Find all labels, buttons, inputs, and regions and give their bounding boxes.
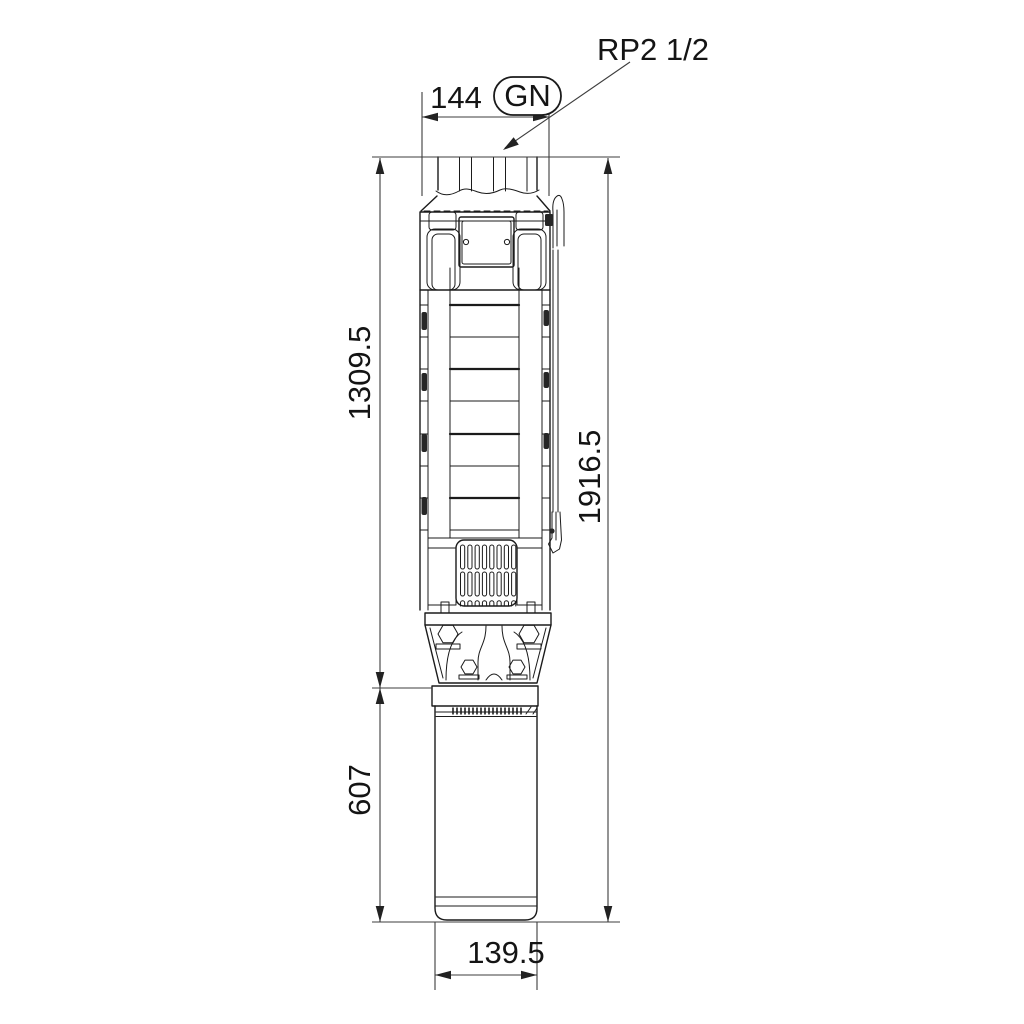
dimension-motor-length bbox=[342, 688, 384, 922]
dimension-motor-diameter bbox=[435, 922, 545, 990]
motor-body bbox=[435, 706, 537, 920]
motor-length-label: 607 bbox=[342, 764, 377, 816]
chamber-stack bbox=[420, 268, 550, 610]
motor-diameter-label: 139.5 bbox=[467, 935, 545, 970]
suction-strainer bbox=[428, 540, 542, 606]
dimension-overall-length bbox=[572, 158, 612, 922]
strainer-slots bbox=[461, 545, 516, 606]
dimensions bbox=[342, 32, 709, 990]
valve-casing bbox=[420, 212, 550, 290]
pump-length-label: 1309.5 bbox=[342, 325, 377, 421]
overall-length-label: 1916.5 bbox=[572, 429, 607, 525]
suction-interconnector bbox=[425, 602, 551, 683]
thread-connection-label: RP2 1/2 bbox=[596, 32, 710, 67]
motor bbox=[432, 686, 538, 920]
hex-bolts bbox=[436, 625, 541, 679]
pump-outline bbox=[420, 157, 564, 920]
outlet-width-label: 144 bbox=[430, 80, 482, 115]
discharge-shoulder bbox=[421, 196, 550, 211]
gn-flange-badge bbox=[494, 77, 561, 115]
nameplate bbox=[459, 217, 514, 267]
motor-flange bbox=[432, 686, 538, 706]
dimension-pump-length bbox=[342, 158, 384, 688]
cable-clamp-marks bbox=[422, 310, 550, 515]
discharge-pipe bbox=[436, 157, 539, 195]
gn-flange-label: GN bbox=[504, 78, 551, 113]
